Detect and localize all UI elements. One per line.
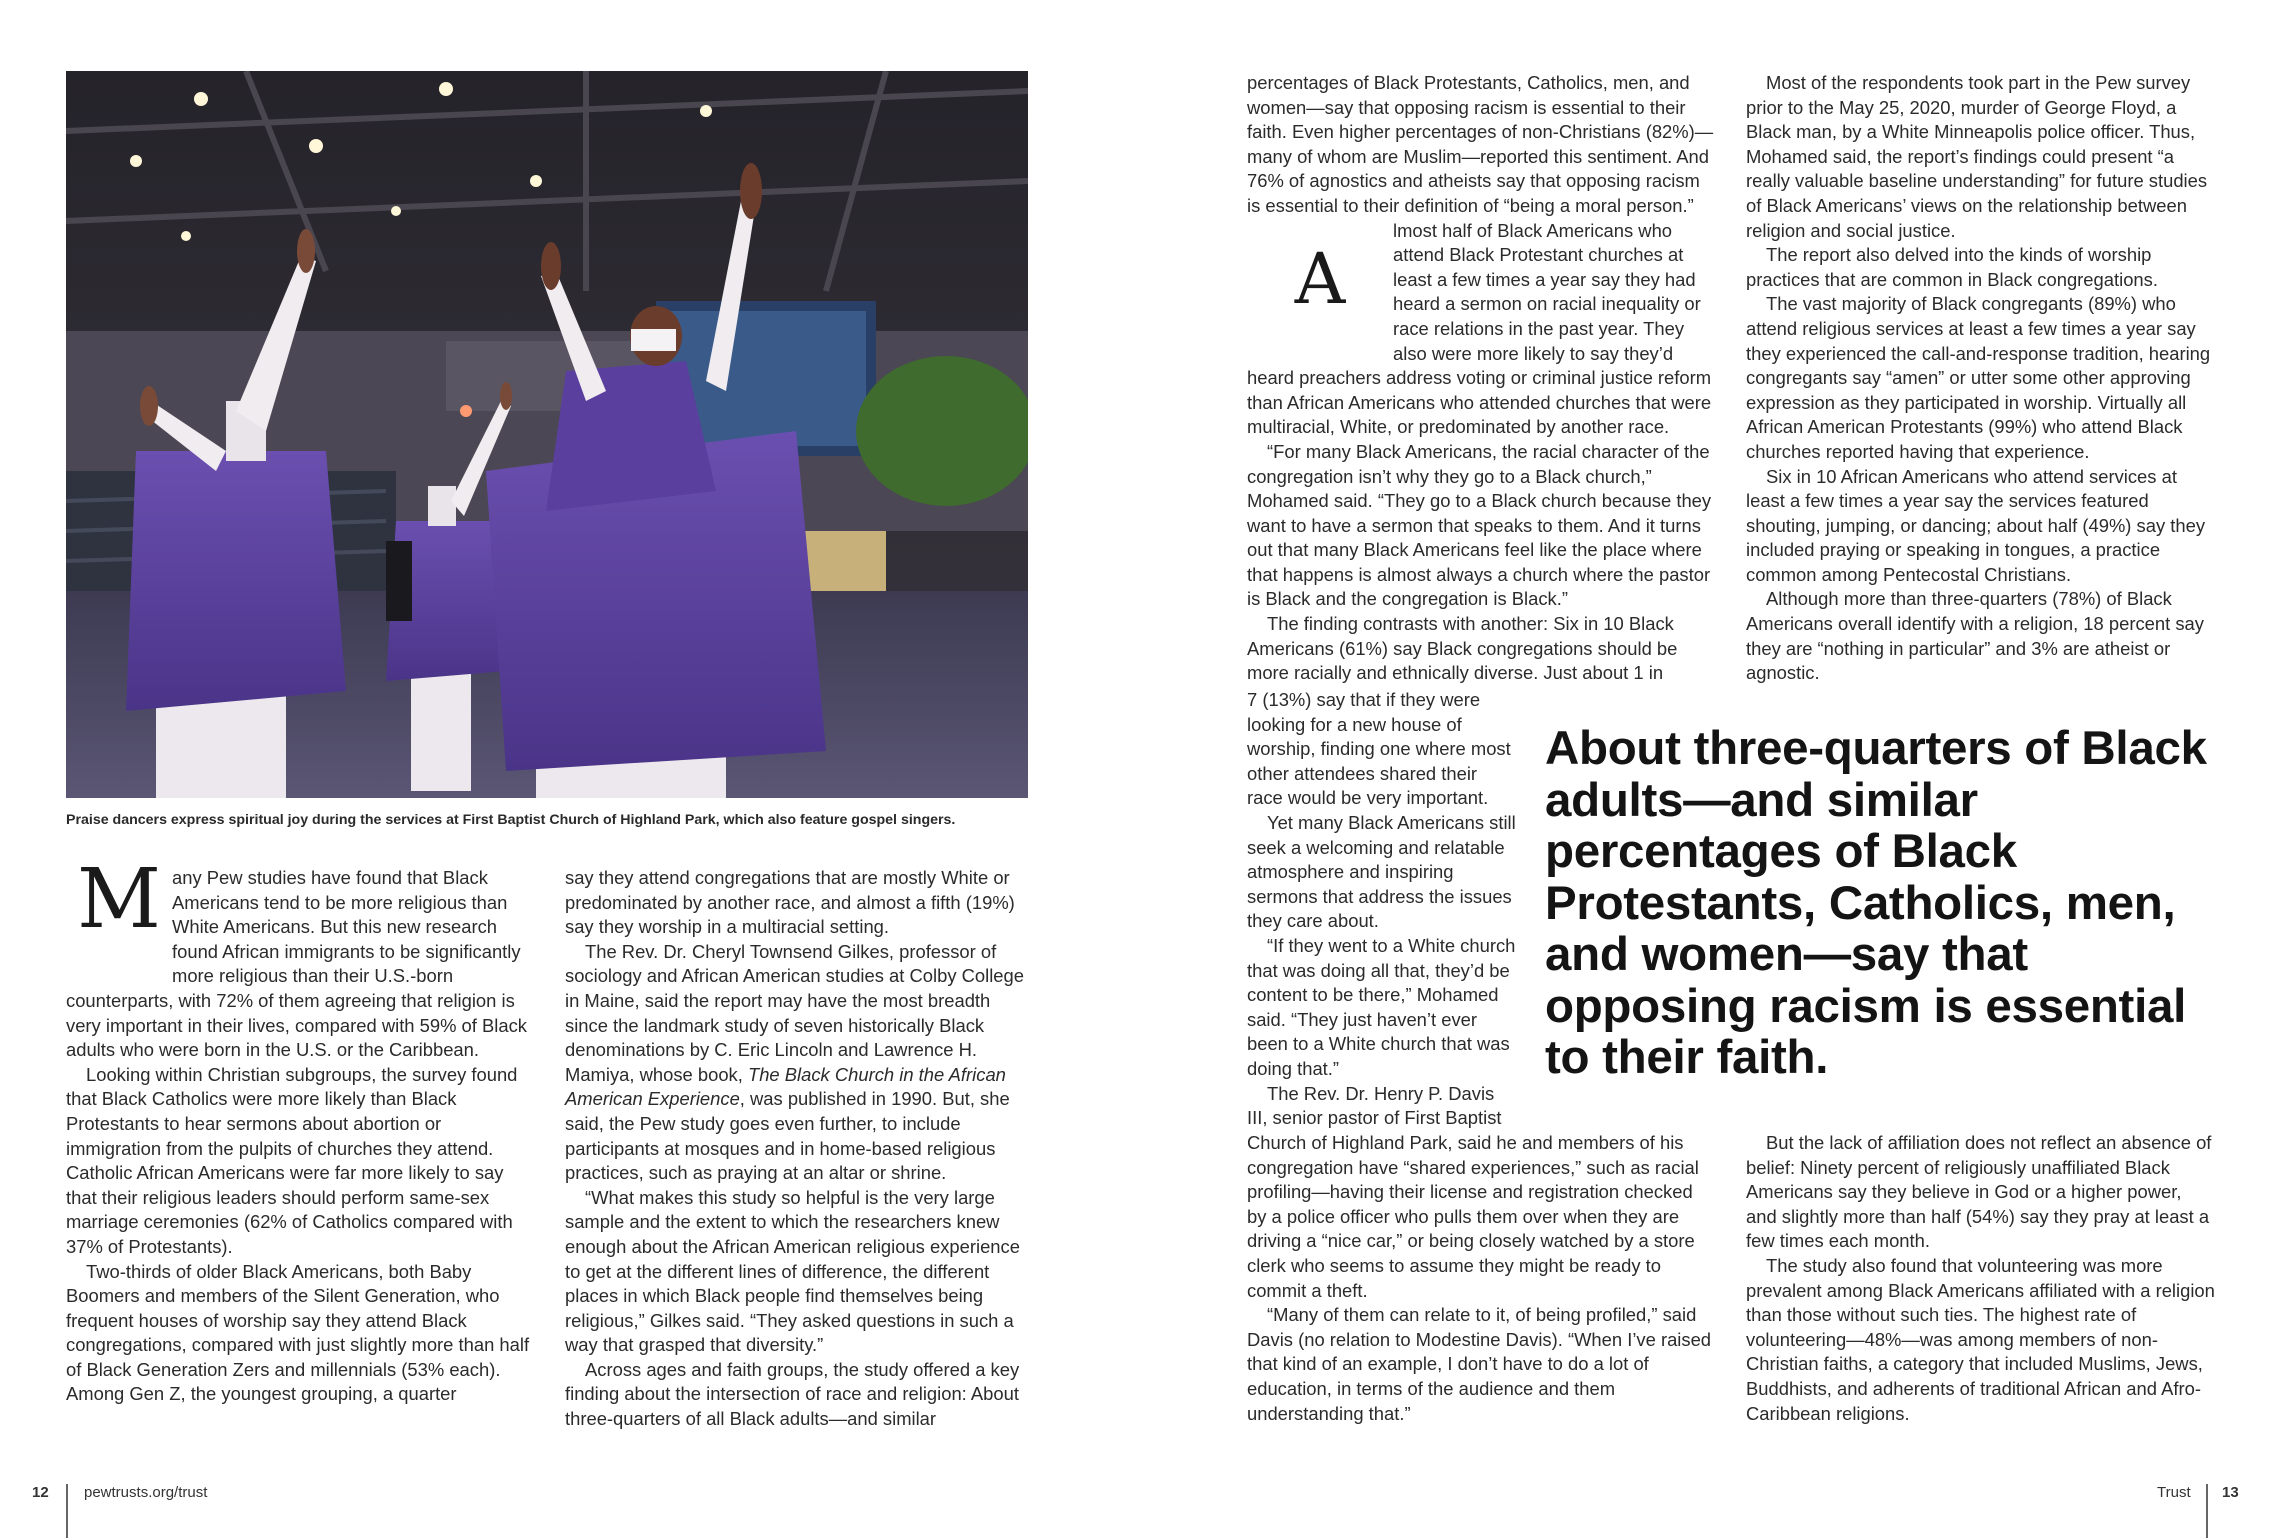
photo-caption: Praise dancers express spiritual joy during the services at First Baptist Church of Highland Park, which also feature gospel singers. bbox=[66, 812, 956, 828]
right-column-3 bbox=[1247, 71, 1717, 686]
drop-cap-m: M bbox=[77, 852, 161, 947]
col2-paragraph-3: “What makes this study so helpful is the very large sample and the extent to which the researchers knew enough about the African American religious experience to get at the different lines of difference, the different places in which Black people find themselves being religious,” Gilkes said. “They asked questions in such a way that grasped that diversity.” bbox=[565, 1186, 1020, 1356]
col2-paragraph-2-text: The Rev. Dr. Cheryl Townsend Gilkes, professor of sociology and African American studies at Colby College in Maine, said the report may have the most breadth since the landmark study of seven historically Black denominations by C. Eric Lincoln and Lawrence H. Mamiya, whose book, bbox=[565, 940, 1024, 1085]
right-footer-rule bbox=[2206, 1484, 2208, 1538]
col3-paragraph-6: “Many of them can relate to it, of being profiled,” said Davis (no relation to Modestine Davis). “When I’ve raised that kind of an example, I don’t have to do a lot of education, in terms of the audience and them understanding that.” bbox=[1247, 1304, 1712, 1424]
col3-paragraph-4: The finding contrasts with another: Six in 10 Black Americans (61%) say Black congregations should be more racially and ethnically diverse. Just about 1 in bbox=[1247, 613, 1678, 684]
drop-cap-a: A bbox=[1294, 237, 1346, 320]
col3-paragraph-5: Church of Highland Park, said he and members of his congregation have “shared experiences,” such as racial profiling—having their license and registration checked by a police officer who pulls them over when they are driving a “nice car,” or being closely watched by a store clerk who seems to assume they might be ready to commit a theft. bbox=[1247, 1132, 1699, 1301]
magazine-name: Trust bbox=[2157, 1484, 2191, 1501]
col2-paragraph-2-text-end: , was published in 1990. But, she said, the Pew study goes even further, to include participants at mosques and in home-based religious practices, such as praying at an altar or shrine. bbox=[565, 1088, 1010, 1184]
right-column-3-bottom bbox=[1247, 1131, 1717, 1426]
col4-bottom-paragraph-2: The study also found that volunteering was more prevalent among Black Americans affiliated with a religion than those without such ties. The highest rate of volunteering—48%—was among members of non-Christian faiths, a category that included Muslims, Jews, Buddhists, and adherents of traditional African and Afro-Caribbean religions. bbox=[1746, 1254, 2215, 1424]
right-column-4-top bbox=[1746, 71, 2216, 686]
left-column-2 bbox=[565, 866, 1035, 1432]
col4-paragraph-2: The report also delved into the kinds of worship practices that are common in Black congregations. bbox=[1746, 244, 2158, 290]
book-title: The Black Church in the African American Experience bbox=[565, 1063, 1006, 1110]
col3-paragraph-2: lmost half of Black Americans who attend Black Protestant churches at least a few times a year say they had heard a sermon on racial inequality or race relations in the past year. They also were more likely to say they’d heard preachers address voting or criminal justice reform than African Americans who attended churches that were multiracial, White, or predominated by another race. bbox=[1247, 219, 1712, 438]
right-page-number: 13 bbox=[2222, 1484, 2239, 1501]
col4-paragraph-5: Although more than three-quarters (78%) of Black Americans overall identify with a religion, 18 percent say they are “nothing in particular” and 3% are atheist or agnostic. bbox=[1746, 588, 2204, 684]
photo-illustration bbox=[66, 71, 1028, 798]
col3-narrow-2: Yet many Black Americans still seek a welcoming and relatable atmosphere and inspiring sermons that address the issues they care about. bbox=[1247, 811, 1516, 932]
col3-narrow-4: The Rev. Dr. Henry P. Davis III, senior pastor of First Baptist bbox=[1247, 1082, 1502, 1129]
left-column-1 bbox=[66, 852, 536, 1407]
right-column-4-bottom bbox=[1746, 1131, 2216, 1426]
col1-paragraph-3: Two-thirds of older Black Americans, both Baby Boomers and members of the Silent Generation, who frequent houses of worship say they attend Black congregations, compared with just slightly more than half of Black Generation Zers and millennials (53% each). Among Gen Z, the youngest grouping, a quarter bbox=[66, 1260, 530, 1405]
col3-narrow-3: “If they went to a White church that was doing all that, they’d be content to be there,” Mohamed said. “They just haven’t ever been to a White church that was doing that.” bbox=[1247, 934, 1516, 1079]
pull-quote: About three-quarters of Black adults—and similar percentages of Black Protestants, Catholics, men, and women—say that opposing racism is essential to their faith. bbox=[1545, 722, 2207, 1084]
col1-paragraph-2: Looking within Christian subgroups, the survey found that Black Catholics were more likely than Black Protestants to hear sermons about abortion or immigration from the pulpits of churches they attend. Catholic African Americans were far more likely to say that their religious leaders should perform same-sex marriage ceremonies (62% of Catholics compared with 37% of Protestants). bbox=[66, 1063, 518, 1257]
right-column-3-narrow bbox=[1247, 688, 1517, 1131]
col2-paragraph-2 bbox=[565, 940, 1035, 1186]
col2-paragraph-1: say they attend congregations that are mostly White or predominated by another race, and almost a fifth (19%) say they worship in a multiracial setting. bbox=[565, 867, 1015, 938]
left-footer-rule bbox=[66, 1484, 68, 1538]
col3-paragraph-1: percentages of Black Protestants, Catholics, men, and women—say that opposing racism is essential to their faith. Even higher percentages of non-Christians (82%)—many of whom are Muslim—reported this sentiment. And 76% of agnostics and atheists say that opposing racism is essential to their definition of “being a moral person.” bbox=[1247, 72, 1714, 216]
col4-paragraph-4: Six in 10 African Americans who attend services at least a few times a year say the services featured shouting, jumping, or dancing; about half (49%) say they included praying or speaking in tongues, a practice common among Pentecostal Christians. bbox=[1746, 465, 2206, 585]
col2-paragraph-4: Across ages and faith groups, the study offered a key finding about the intersection of race and religion: About three-quarters of all Black adults—and similar bbox=[565, 1358, 1020, 1430]
footer-url-link[interactable]: pewtrusts.org/trust bbox=[84, 1484, 208, 1501]
col4-bottom-paragraph-1: But the lack of affiliation does not reflect an absence of belief: Ninety percent of religiously unaffiliated Black Americans say they believe in God or a higher power, and slightly more than half (54%) say they pray at least a few times each month. bbox=[1746, 1132, 2212, 1252]
left-page-number: 12 bbox=[32, 1484, 49, 1501]
col1-paragraph-1: any Pew studies have found that Black Americans tend to be more religious than White Americans. But this new research found African immigrants to be significantly more religious than their U.S.-born counterparts, with 72% of them agreeing that religion is very important in their lives, compared with 59% of Black adults who were born in the U.S. or the Caribbean. bbox=[66, 867, 527, 1061]
praise-dancers-photo bbox=[66, 71, 1028, 798]
col3-paragraph-3: “For many Black Americans, the racial character of the congregation isn’t why they go to a Black church,” Mohamed said. “They go to a Black church because they want to have a sermon that speaks to them. And it turns out that many Black Americans feel like the place where that happens is almost always a church where the pastor is Black and the congregation is Black.” bbox=[1247, 440, 1712, 610]
col4-paragraph-3: The vast majority of Black congregants (89%) who attend religious services at least a few times a year say they experienced the call-and-response tradition, hearing congregants say “amen” or utter some other approving expression as they participated in worship. Virtually all African American Protestants (99%) who attend Black churches reported having that experience. bbox=[1746, 293, 2211, 462]
col3-narrow-1: 7 (13%) say that if they were looking for a new house of worship, finding one where most other attendees shared their race would be very important. bbox=[1247, 689, 1511, 809]
col4-paragraph-1: Most of the respondents took part in the Pew survey prior to the May 25, 2020, murder of George Floyd, a Black man, by a White Minneapolis police officer. Thus, Mohamed said, the report’s findings could present “a really valuable baseline understanding” for future studies of Black Americans’ views on the relationship between religion and social justice. bbox=[1746, 72, 2208, 241]
